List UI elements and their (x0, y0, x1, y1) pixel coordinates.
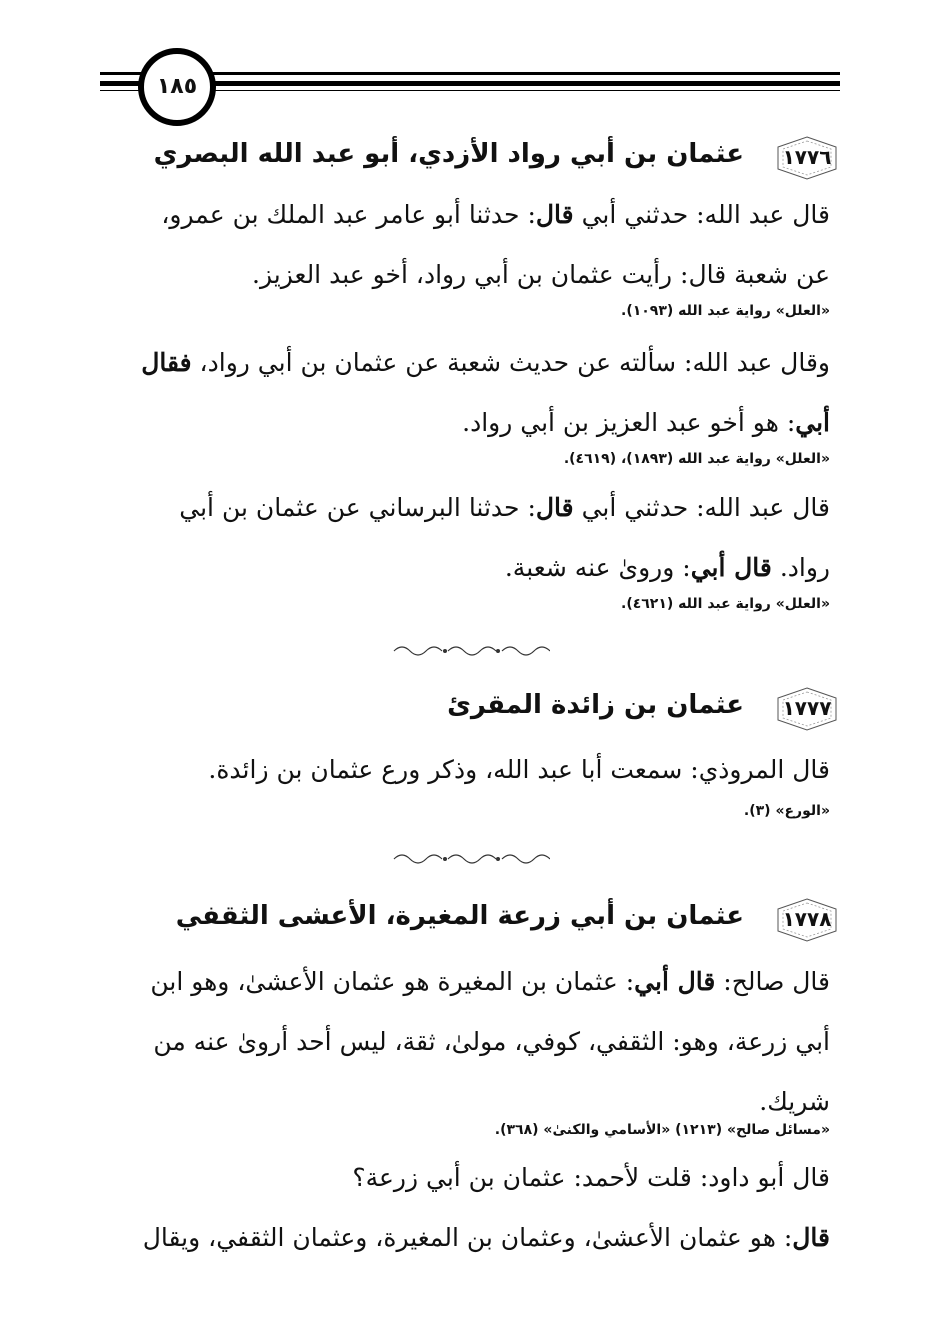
source-citation: «العلل» رواية عبد الله (٤٦٢١). (621, 596, 830, 612)
entry-title: عثمان بن أبي زرعة المغيرة، الأعشى الثقفي (175, 901, 744, 931)
text-line: قال المروذي: سمعت أبا عبد الله، وذكر ورع عثمان بن زائدة. (208, 755, 830, 784)
paragraph (100, 185, 830, 305)
source-citation: «العلل» رواية عبد الله (١٠٩٣). (621, 303, 830, 319)
ornament-divider (390, 643, 550, 659)
text-line: شريك. (759, 1087, 830, 1116)
source-citation: «مسائل صالح» (١٢١٣) «الأسامي والكنىٰ» (٣٦٨). (494, 1122, 830, 1138)
text-line: أبي: هو أخو عبد العزيز بن أبي رواد. (462, 408, 830, 437)
entry-number: ١٧٧٨ (782, 907, 832, 931)
text-line: قال صالح: قال أبي: عثمان بن المغيرة هو عثمان الأعشىٰ، وهو ابن (150, 967, 830, 996)
entry-number-badge (774, 897, 840, 943)
text-line: قال عبد الله: حدثني أبي قال: حدثنا أبو عامر عبد الملك بن عمرو، (161, 200, 830, 229)
entry-number-badge (774, 686, 840, 732)
text-line: قال أبو داود: قلت لأحمد: عثمان بن أبي زرعة؟ (352, 1163, 830, 1192)
entry-heading (100, 897, 840, 947)
paragraph (100, 1148, 830, 1268)
paragraph (100, 333, 830, 453)
entry-number-badge (774, 135, 840, 181)
entry-title: عثمان بن أبي رواد الأزدي، أبو عبد الله البصري (153, 139, 744, 169)
entry-title: عثمان بن زائدة المقرئ (447, 690, 744, 720)
entry-heading (100, 686, 840, 736)
source-citation: «الورع» (٣). (743, 803, 830, 819)
page-number: ١٨٥ (138, 48, 216, 126)
source-citation: «العلل» رواية عبد الله (١٨٩٣)، (٤٦١٩). (563, 451, 830, 467)
entry-number: ١٧٧٦ (782, 145, 832, 169)
paragraph (100, 740, 830, 800)
text-line: قال: هو عثمان الأعشىٰ، وعثمان بن المغيرة، وعثمان الثقفي، ويقال (142, 1223, 830, 1252)
text-line: قال عبد الله: حدثني أبي قال: حدثنا البرساني عن عثمان بن أبي (179, 493, 830, 522)
paragraph (100, 952, 830, 1132)
text-line: أبي زرعة، وهو: الثقفي، كوفي، مولىٰ، ثقة، ليس أحد أروىٰ عنه من (153, 1027, 830, 1056)
text-line: وقال عبد الله: سألته عن حديث شعبة عن عثمان بن أبي رواد، فقال (141, 348, 830, 377)
ornament-divider (390, 851, 550, 867)
text-line: عن شعبة قال: رأيت عثمان بن أبي رواد، أخو عبد العزيز. (252, 260, 830, 289)
text-line: رواد. قال أبي: وروىٰ عنه شعبة. (504, 553, 830, 582)
entry-number: ١٧٧٧ (782, 696, 832, 720)
entry-heading (100, 135, 840, 185)
paragraph (100, 478, 830, 598)
